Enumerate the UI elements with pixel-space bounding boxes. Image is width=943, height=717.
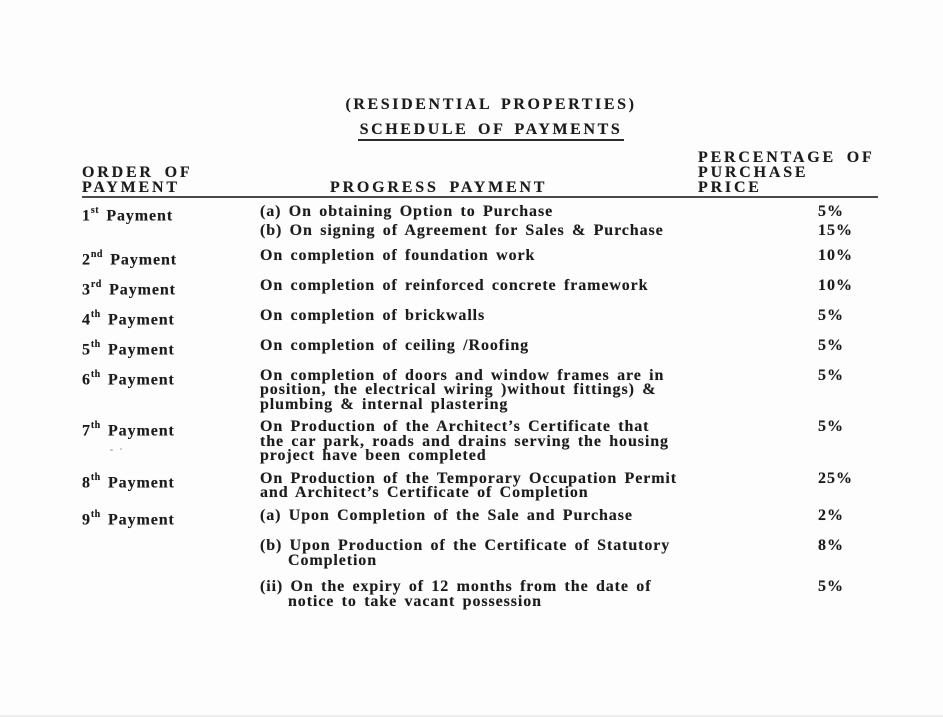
payment-item <box>82 506 878 528</box>
percent-value: 5% <box>818 418 844 436</box>
percent-value: 10% <box>818 277 853 295</box>
payment-item <box>82 469 878 502</box>
payment-item <box>82 221 878 239</box>
percent-value: 5% <box>818 336 844 354</box>
payment-row <box>82 506 878 610</box>
payment-item <box>82 205 878 224</box>
ordinal-suffix: th <box>90 308 101 320</box>
progress-line: On Production of the Temporary Occupation Permit <box>260 469 677 487</box>
payment-item <box>82 249 878 268</box>
progress-line: On completion of ceiling /Roofing <box>260 336 530 354</box>
ordinal-suffix: th <box>90 508 101 520</box>
order-cell <box>82 279 260 298</box>
order-label: Payment <box>100 370 175 388</box>
progress-line: On completion of doors and window frames are in <box>260 366 665 384</box>
payment-row <box>82 279 878 298</box>
payment-item <box>82 279 878 298</box>
percent-value: 5% <box>818 306 844 324</box>
header-order-line1: ORDER OF <box>82 164 193 181</box>
progress-line: and Architect’s Certificate of Completion <box>260 484 589 502</box>
progress-cell <box>260 539 720 568</box>
document-content <box>82 0 878 609</box>
ordinal-suffix: th <box>90 338 101 350</box>
header-progress-payment <box>260 150 698 195</box>
order-cell <box>82 420 260 439</box>
order-cell <box>82 205 260 224</box>
progress-cell <box>260 420 720 464</box>
ordinal-number: 7 <box>82 422 91 440</box>
ordinal-number: 1 <box>82 207 91 225</box>
ordinal-number: 4 <box>82 311 91 329</box>
progress-cell <box>260 366 720 413</box>
progress-cell <box>260 469 720 502</box>
ordinal-suffix: th <box>90 471 101 483</box>
progress-line: notice to take vacant possession <box>288 592 542 610</box>
ordinal-number: 5 <box>82 341 91 359</box>
document-title-wrap <box>104 122 878 141</box>
order-cell <box>82 249 260 268</box>
ordinal-suffix: st <box>90 205 99 216</box>
progress-line: (b) On signing of Agreement for Sales & Purchase <box>260 221 664 239</box>
order-cell <box>82 309 260 328</box>
percent-value: 5% <box>818 366 844 384</box>
progress-line: On Production of the Architect’s Certificate that <box>260 418 650 436</box>
percent-value: 15% <box>818 221 853 239</box>
title-block <box>82 0 878 141</box>
order-label: Payment <box>98 207 174 225</box>
payment-row <box>82 366 878 413</box>
progress-cell <box>260 580 720 609</box>
payment-item <box>82 306 878 329</box>
payment-item <box>82 580 878 609</box>
header-percentage-line1: PERCENTAGE OF <box>698 149 875 166</box>
order-cell <box>82 339 260 358</box>
ordinal-number: 6 <box>82 370 91 388</box>
order-cell <box>82 472 260 491</box>
percent-value: 8% <box>818 537 844 555</box>
order-label: Payment <box>100 422 175 440</box>
payment-row <box>82 249 878 268</box>
payment-item <box>82 366 878 413</box>
progress-cell <box>260 249 720 264</box>
document-subtitle: (RESIDENTIAL PROPERTIES) <box>345 96 637 113</box>
order-label: Payment <box>100 510 175 528</box>
order-label: Payment <box>100 473 175 491</box>
progress-cell <box>260 506 720 524</box>
ordinal-suffix: th <box>90 420 101 432</box>
percent-value: 2% <box>818 506 844 524</box>
payment-row <box>82 469 878 502</box>
ordinal-number: 8 <box>82 473 91 491</box>
scan-artifact <box>120 448 122 450</box>
progress-line: position, the electrical wiring )without fittings) & <box>260 381 657 399</box>
ordinal-number: 2 <box>82 251 91 269</box>
header-percentage <box>698 150 878 195</box>
scan-artifact <box>110 449 113 451</box>
ordinal-suffix: th <box>90 368 101 380</box>
progress-cell <box>260 336 720 354</box>
ordinal-suffix: nd <box>90 249 103 261</box>
order-label: Payment <box>100 341 175 359</box>
percent-value: 5% <box>818 578 844 596</box>
progress-line: (a) On obtaining Option to Purchase <box>260 203 554 220</box>
header-progress-label: PROGRESS PAYMENT <box>330 179 548 196</box>
progress-line: (ii) On the expiry of 12 months from the date of <box>260 578 652 596</box>
ordinal-suffix: rd <box>90 279 102 291</box>
progress-line: Completion <box>288 551 377 569</box>
payment-row <box>82 306 878 329</box>
order-label: Payment <box>101 281 176 299</box>
header-order-line2: PAYMENT <box>82 179 180 196</box>
payment-item <box>82 420 878 464</box>
progress-line: (b) Upon Production of the Certificate of Statutory <box>260 537 671 555</box>
order-label: Payment <box>100 311 175 329</box>
progress-cell <box>260 306 720 324</box>
payment-row <box>82 205 878 238</box>
progress-line: project have been completed <box>260 447 487 465</box>
payment-item <box>82 539 878 568</box>
progress-line: (a) Upon Completion of the Sale and Purchase <box>260 506 633 524</box>
progress-cell <box>260 221 720 239</box>
payment-row <box>82 336 878 359</box>
progress-line: On completion of reinforced concrete framework <box>260 277 649 295</box>
progress-cell <box>260 205 720 220</box>
ordinal-number: 9 <box>82 510 91 528</box>
progress-line: On completion of foundation work <box>260 247 536 265</box>
payment-item <box>82 336 878 359</box>
order-label: Payment <box>102 251 177 269</box>
progress-line: the car park, roads and drains serving the housing <box>260 432 669 450</box>
percent-value: 10% <box>818 247 853 265</box>
progress-line: plumbing & internal plastering <box>260 395 509 413</box>
document-title: SCHEDULE OF PAYMENTS <box>358 122 625 141</box>
percent-value: 25% <box>818 469 853 487</box>
header-percentage-line2: PURCHASE PRICE <box>698 164 809 196</box>
progress-cell <box>260 279 720 294</box>
payment-rows <box>82 205 878 609</box>
header-order-of-payment <box>82 150 260 195</box>
payment-row <box>82 420 878 464</box>
percent-value: 5% <box>818 203 844 220</box>
order-cell <box>82 509 260 528</box>
ordinal-number: 3 <box>82 281 91 299</box>
table-header <box>82 150 878 198</box>
progress-line: On completion of brickwalls <box>260 306 486 324</box>
order-cell <box>82 369 260 388</box>
